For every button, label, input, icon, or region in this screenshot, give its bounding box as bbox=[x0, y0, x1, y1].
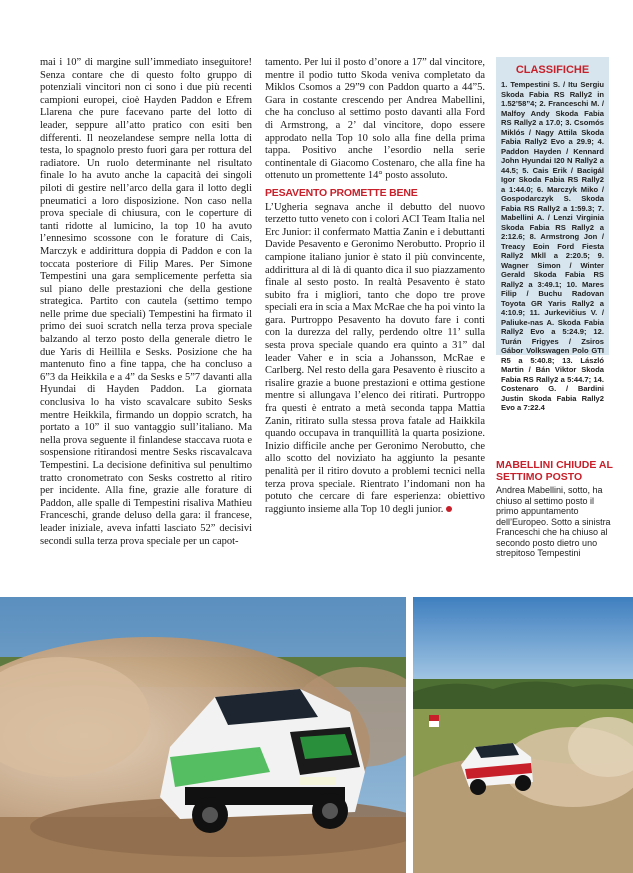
caption-title: MABELLINI CHIUDE AL SETTIMO POSTO bbox=[496, 459, 613, 483]
sidebar-title: CLASSIFICHE bbox=[515, 64, 590, 76]
photo-caption bbox=[496, 460, 616, 559]
end-mark-icon bbox=[446, 506, 452, 512]
article-body-text: L’Ugheria segnava anche il debutto del nuovo terzetto tutto veneto con i colori ACI Team Italia nel Erc Junior: il confermato Mattia Zanin e i debuttanti Davide Pesavento e Geronimo Nerobutto. Proprio il campione italiano junior è stato il più convincente, addirittura al di là di quanto dica il suo piazzamento finale al sesto posto. In realtà Pesavento è stato subito fra i migliori, tanto che dopo tre prove speciali era in scia a Max McRae che ha poi vinto la gara. Purtroppo Pesavento ha dovuto fare i conti con la durezza del rally, perdendo oltre 11’ sulla sesta prova speciale quando era quinto a 31” dal leader Vaher e in scia a Johansson, McRae e Carlberg. Nel resto della gara Pesavento è riuscito a risalire grazie a buone prestazioni e ottima gestione mentre si allungava l’elenco dei ritirati. Purtroppo fra questi è entrato a metà seconda tappa Mattia Zanin, ritirato sulla stessa prova fatale ad Haikkila quando occupava in tranquillità la quarta posizione. Inizio difficile anche per Geronimo Nerobutto, che allo scotto del noviziato ha aggiunto la pesante penalità per il ritiro dovuto a problemi tecnici nella terza prova speciale. Rientrato l’indomani non ha potuto che cercare di fare esperienza: obiettivo raggiunto insieme alla Top 10 degli junior. bbox=[265, 201, 485, 515]
results-list: 1. Tempestini S. / Itu Sergiu Skoda Fabia RS Rally2 in 1.52’58”4; 2. Franceschi M. / Malfoy Andy Skoda Fabia RS Rally2 a 17.0; 3. Csomós Miklós / Nagy Attila Skoda Fabia Rally2 Evo a 29.9; 4. Paddon Hayden / Kennard John Hyundai I20 N Rally2 a 44.5; 5. Cais Erik / Bacigál Igor Skoda Fabia RS Rally2 a 1:44.0; 6. Marczyk Miko / Gospodarczyk S. Skoda Fabia RS Rally2 a 1:59.3; 7. Mabellini A. / Lenzi Virginia Skoda Fabia RS Rally2 a 2:12.6; 8. Armstrong Jon / Treacy Eoin Ford Fiesta Rally2 Mkll a 2:20.5; 9. Wagner Simon / Winter Gerald Skoda Fabia RS Rally2 a 3:49.1; 10. Mares Filip / Buchu Radovan Toyota GR Yaris Rally2 a 4:10.9; 11. Jurkevičius V. / Paliuke-nas A. Skoda Fabia Rally2 Evo a 5:24.9; 12. Turán Frigyes / Zsiros Gábor Volkswagen Polo GTI R5 a 5:40.8; 13. László Martin / Bán Viktor Skoda Fabia RS Rally2 a 5:44.7; 14. Costenaro G. / Bardini Justin Skoda Fabia Rally2 Evo a 7:22.4 bbox=[501, 80, 604, 412]
section-subhead: PESAVENTO PROMETTE BENE bbox=[265, 186, 418, 199]
rally-car-photo-right bbox=[413, 597, 633, 873]
article-paragraph: tamento. Per lui il posto d’onore a 17” dal vincitore, mentre il podio tutto Skoda veniva completato da Miklos Csomos a 29”9 con Paddon quarto a 44”5. Gara in costante crescendo per Andrea Mabellini, che ha concluso al settimo posto davanti alla Ford di Armstrong, a 2’ dal vincitore, dopo essere approdato nella Top 10 solo alla fine della prima tappa. Positivo anche l’esordio nella serie continentale di Giacomo Costenaro, che alla fine ha ottenuto un promettente 14° posto assoluto. bbox=[265, 57, 485, 182]
rally-car-landscape-image bbox=[413, 597, 633, 873]
caption-text: Andrea Mabellini, sotto, ha chiuso al settimo posto il primo appuntamento dell’Europeo. Sotto a sinistra Franceschi che ha chiuso al secondo posto dietro uno strepitoso Tempestini bbox=[496, 485, 611, 558]
article-column-1 bbox=[40, 57, 252, 548]
rally-car-dust-image bbox=[0, 597, 406, 873]
article-column-2 bbox=[265, 57, 485, 516]
results-sidebar bbox=[496, 57, 609, 412]
article-paragraph: mai i 10” di margine sull’immediato inseguitore! Senza contare che di questo folto gruppo di potenziali vincitori non ci sono i due più recenti campioni europei, cioè Hayden Paddon e Efrem Llarena che pure facevano parte del lotto di leader, seppure all’atto pratico con esiti ben differenti. Il neozelandese sempre nella lotta di testa, lo spagnolo presto fuori gara per rottura del radiatore. Un ruolo determinante nel risultato finale lo ha avuto anche la capacità dei singoli piloti di gestire nell’arco della gara il lotto degli pneumatici a loro disposizione. Non caso nella prova speciale di chiusura, con le coperture di tanti ridotte al lumicino, la top 10 ha avuto l’ennesimo scossone con le forature di Cais, Marczyk e addirittura doppia di Paddon e con la toccata posteriore di Filip Mares. Per Simone Tempestini una gara semplicemente perfetta sia sul piano delle prestazioni che della gestione strategica. Partito con cautela (settimo tempo nelle prime due speciali) Tempestini ha firmato il primo dei suoi scratch nella terza prova speciale balzando al terzo posto della generale dietro le due Yaris di Heillila e Sesks. Posizione che ha mantenuto fino a fine tappa, che ha concluso a 6”3 da Heikkila e a 4” da Sesks e 5”7 davanti alla Hyundai di Hayden Paddon. La giornata conclusiva lo ha visto scavalcare subito Sesks mentre Heikkila, firmando un doppio scratch, ha portato a 10” il suo vantaggio sull’italiano. Ma nella prova seguente il finlandese staccava ruota e sospensione ritirandosi mentre Sesks riscavalcava Tempestini. La decisione definitiva sul penultimo tratto cronometrato con Sesks costretto al ritiro per incidente. Alla fine, grazie alle forature di Paddon, alle spalle di Tempestini risaliva Mathieu Franceschi, grande deluso della gara: il francese, leader iniziale, aveva infatti lasciato 52” decisivi secondi sulla terza prova speciale per un capot- bbox=[40, 57, 252, 547]
article-paragraph bbox=[265, 202, 485, 517]
rally-car-photo-left bbox=[0, 597, 406, 873]
